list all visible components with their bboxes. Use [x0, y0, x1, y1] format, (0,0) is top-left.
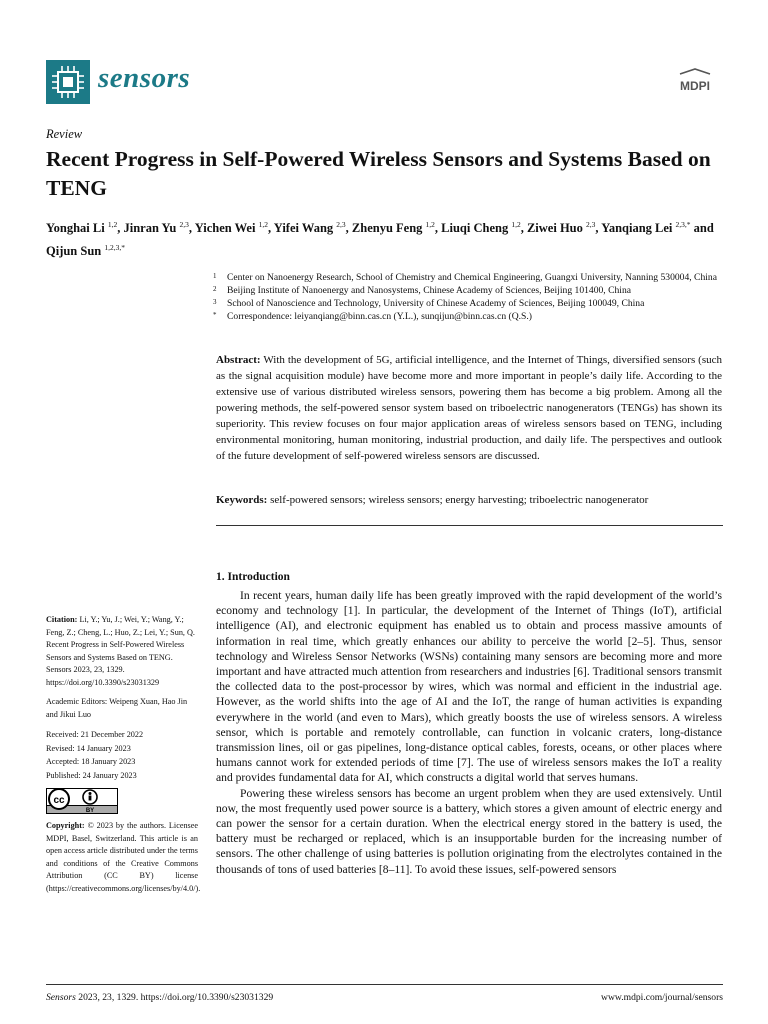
affiliation-item	[210, 297, 720, 310]
author-name[interactable]: Yifei Wang $^{2,3}$	[273, 220, 346, 236]
author-name[interactable]: Liuqi Cheng $^{1,2}$	[441, 220, 521, 236]
keywords	[216, 492, 722, 508]
abstract-label: Abstract:	[216, 354, 261, 366]
publisher-logo[interactable]	[670, 68, 720, 98]
citation-text[interactable]: Li, Y.; Yu, J.; Wei, Y.; Wang, Y.; Feng, Z.; Cheng, L.; Huo, Z.; Lei, Y.; Sun, Q. Recent Progress in Self-Powered Wireless Sensors and Systems Based on TENG. Sensors 2023, 23, 1329. https://doi.org/10.3390/s23031329	[46, 615, 195, 687]
article-type: Review	[46, 127, 83, 141]
author-affiliation-mark: 2,3,*	[675, 220, 691, 229]
cc-label: BY	[85, 808, 95, 814]
affiliation-mark: 3	[213, 298, 217, 306]
keywords-text: self-powered sensors; wireless sensors; energy harvesting; triboelectric nanogenerator	[270, 494, 649, 506]
copyright-text: © 2023 by the authors. Licensee MDPI, Basel, Switzerland. This article is an open access article distributed under the terms and conditions of the Creative Commons Attribution (CC BY) license (https://creativecommons.org/licenses/by/4.0/).	[46, 821, 201, 893]
footer-url[interactable]: www.mdpi.com/journal/sensors	[601, 992, 723, 1003]
abstract	[216, 352, 722, 464]
accepted-date: Accepted: 18 January 2023	[46, 757, 136, 766]
section-heading: 1. Introduction	[216, 571, 290, 583]
sidebar	[46, 614, 201, 902]
affiliation-text: School of Nanoscience and Technology, University of Chinese Academy of Sciences, Beijing 100049, China	[227, 298, 645, 309]
author-affiliation-mark: 1,2	[425, 220, 435, 229]
publisher-name: MDPI	[680, 79, 710, 93]
author-name[interactable]: Yanqiang Lei $^{2,3,*}$	[601, 220, 691, 236]
paragraph: In recent years, human daily life has been greatly improved with the rapid development of the world’s economy and technology [1]. In particular, the development of the Internet of Things (IoT), artificial intelligence (AI), and electronic equipment has enabled us to obtain and process massive amounts of information in real time, which greatly enhances our ability to perceive the world [2–5]. Thus, sensor technology and Wireless Sensor Networks (WSNs) containing many sensors are becoming more and more important and have attracted much attention from researchers and industries [6]. Traditional sensors transmit the collected data to the post-processor by wires, which was normal and efficient in the industrial age. However, as the world shifts into the age of AI and the IoT, the range of human activities is expanding everywhere in the world (and even to Mars), which greatly boosts the use of wireless sensors. A wireless sensor, which is portable and remotely controllable, can function in volcanic craters, long-distance transmission lines, oil or gas pipelines, long-distance optical cables, forests, oceans, or other places where humans cannot work for extended periods of time [7]. The use of wireless sensors makes the IoT a reality and provides fundamental data for AI, which constructs a digital world that serves humans.	[216, 589, 722, 785]
author-name[interactable]: Zhenyu Feng $^{1,2}$	[351, 220, 435, 236]
copyright-label: Copyright:	[46, 821, 85, 830]
cc-by-license-icon[interactable]	[46, 788, 118, 814]
received-date: Received: 21 December 2022	[46, 730, 144, 739]
footer-divider	[46, 984, 723, 985]
author-affiliation-mark: 1,2,3,*	[104, 243, 125, 253]
affiliation-text: Center on Nanoenergy Research, School of Chemistry and Chemical Engineering, Guangxi University, Nanning 530004, China	[227, 272, 717, 283]
copyright-block	[46, 820, 201, 895]
abstract-text: With the development of 5G, artificial intelligence, and the Internet of Things, diversified sensors (such as the signal acquisition module) have become more and more important in people’s daily life. According to the extensive use of various distributed wireless sensors, powering them has become a big problem. Among all the powering methods, the self-powered sensor system based on triboelectric nanogenerators (TENGs) has shown its superiority. This review focuses on four major application areas of wireless sensors based on TENG, including environmental monitoring, human monitoring, industrial production, and daily life. The perspectives and outlook of the future development of self-powered wireless sensors are discussed.	[216, 354, 722, 462]
author-name[interactable]: Ziwei Huo $^{2,3}$	[526, 220, 596, 236]
affiliation-mark: 1	[213, 272, 217, 280]
keywords-label: Keywords:	[216, 494, 268, 506]
paragraph: Powering these wireless sensors has become an urgent problem when they are used extensively. Until now, the most frequently used power source is a battery, which stores a given amount of electric energy and can power the sensor for a certain duration. When the electrical energy stored in the battery is used, the battery must be recharged or replaced, which is an insupportable burden for the increasing number of sensors. The other challenge of using batteries is pollution originating from the electrolytes contained in the thousands of tons of used batteries [8–11]. To avoid these issues, self-powered sensors	[216, 786, 722, 876]
published-date: Published: 24 January 2023	[46, 770, 137, 780]
affiliation-mark: 2	[213, 285, 217, 293]
svg-text:cc: cc	[53, 795, 65, 806]
dates-block	[46, 728, 198, 782]
citation-block	[46, 614, 198, 689]
footer-journal: Sensors	[46, 992, 76, 1003]
editors-text: Weipeng Xuan, Hao Jin and Jikui Luo	[46, 697, 188, 719]
author-name[interactable]: Qijun Sun $^{1,2,3,*}$	[46, 243, 125, 259]
author-affiliation-mark: 1,2	[258, 220, 268, 229]
affiliations	[210, 271, 720, 323]
revised-date: Revised: 14 January 2023	[46, 743, 131, 753]
author-list: Yonghai Li $^{1,2}$, Jinran Yu $^{2,3}$, Yichen Wei $^{1,2}$, Yifei Wang $^{2,3}$, Zhenyu Feng $^{1,2}$, Liuqi Cheng $^{1,2}$, Ziwei Huo $^{2,3}$, Yanqiang Lei $^{2,3,*}$ and Qijun Sun $^{1,2,3,*}$	[46, 220, 714, 259]
editors-label: Academic Editors:	[46, 697, 108, 706]
author-name[interactable]: Yonghai Li $^{1,2}$	[46, 220, 118, 236]
affiliation-item	[210, 310, 720, 323]
author-name[interactable]: Yichen Wei $^{1,2}$	[194, 220, 268, 236]
affiliation-text: Beijing Institute of Nanoenergy and Nanosystems, Chinese Academy of Sciences, Beijing 101400, China	[227, 285, 632, 296]
footer-citation-text[interactable]: 2023, 23, 1329. https://doi.org/10.3390/s23031329	[78, 992, 274, 1003]
affiliation-mark: *	[213, 311, 217, 319]
author-affiliation-mark: 2,3	[336, 220, 346, 229]
body-text	[216, 588, 722, 877]
affiliation-item	[210, 284, 720, 297]
author-name[interactable]: Jinran Yu $^{2,3}$	[123, 220, 189, 236]
citation-label: Citation:	[46, 615, 78, 624]
editors-block	[46, 696, 198, 721]
footer-citation	[46, 992, 273, 1003]
affiliation-text: Correspondence: leiyanqiang@binn.cas.cn (Y.L.), sunqijun@binn.cas.cn (Q.S.)	[227, 311, 532, 322]
journal-logo-icon	[46, 60, 90, 104]
journal-name: sensors	[98, 62, 191, 94]
author-affiliation-mark: 1,2	[107, 220, 118, 229]
author-affiliation-mark: 2,3	[586, 220, 596, 229]
author-affiliation-mark: 2,3	[179, 220, 189, 229]
article-title: Recent Progress in Self-Powered Wireless Sensors and Systems Based on TENG	[46, 147, 711, 200]
divider	[216, 525, 723, 526]
affiliation-item	[210, 271, 720, 284]
author-affiliation-mark: 1,2	[511, 220, 521, 229]
